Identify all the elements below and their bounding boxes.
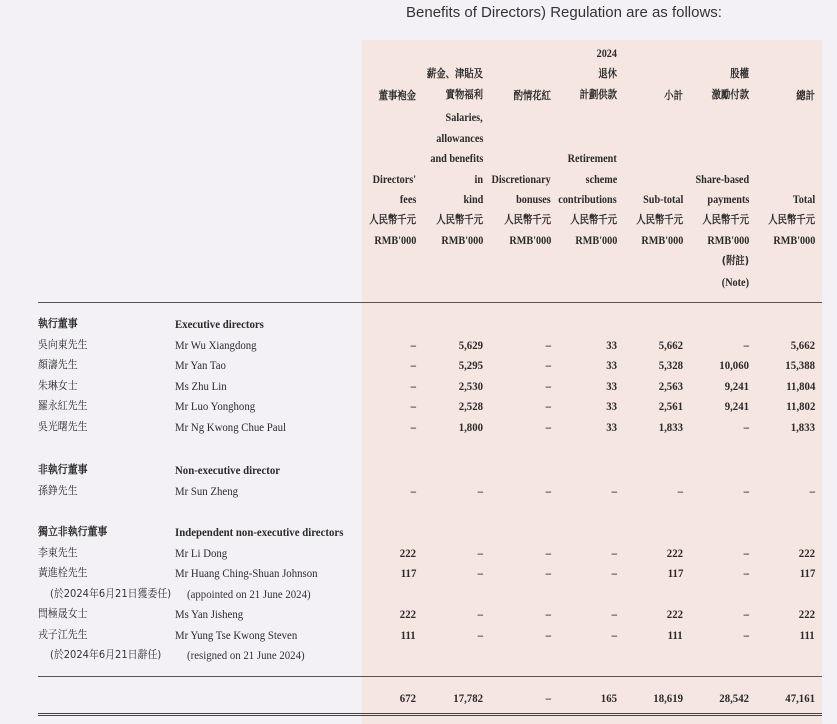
table-cell: 5,629 — [458, 337, 483, 352]
section-title-en: Non-executive director — [175, 463, 281, 477]
header-en-col-5: Sub-total — [642, 192, 683, 206]
director-name-zh: 顏濤先生 — [38, 358, 78, 371]
table-cell: 111 — [400, 627, 416, 642]
header-unit-zh: 人民幣千元 — [369, 213, 416, 226]
header-zh-col-6: 激勵付款 — [711, 87, 749, 101]
director-note-zh: (於2024年6月21日辭任) — [50, 648, 162, 661]
director-name-en: Mr Li Dong — [175, 545, 228, 560]
table-cell: 1,833 — [658, 419, 683, 434]
table-cell: – — [743, 419, 749, 434]
section-title-zh: 非執行董事 — [38, 463, 88, 476]
intro-text: Benefits of Directors) Regulation are as follows: — [406, 4, 722, 21]
table-cell: – — [410, 399, 416, 413]
table-cell: 33 — [606, 419, 617, 434]
header-unit-en: RMB'000 — [509, 233, 551, 247]
total-cell: 47,161 — [785, 691, 815, 705]
table-cell: – — [809, 483, 815, 498]
director-name-en: Mr Yan Tao — [175, 358, 226, 372]
director-name-en: Mr Wu Xiangdong — [175, 337, 257, 352]
header-year: 2024 — [596, 46, 617, 60]
director-note-en: (resigned on 21 June 2024) — [187, 648, 305, 662]
header-unit-zh: 人民幣千元 — [436, 213, 483, 226]
table-cell: – — [410, 419, 416, 434]
header-unit-en: RMB'000 — [641, 233, 683, 247]
header-en-col-2: in — [474, 171, 483, 186]
table-cell: – — [477, 566, 483, 580]
table-cell: – — [477, 627, 483, 642]
section-title-en: Executive directors — [175, 317, 264, 331]
header-zh-col-1: 董事袍金 — [378, 89, 416, 102]
table-cell: – — [410, 378, 416, 393]
table-cell: – — [545, 419, 551, 434]
header-en-col-1: Directors' — [372, 171, 416, 186]
table-cell: 117 — [400, 566, 416, 580]
header-en-col-2: and benefits — [430, 151, 483, 165]
header-zh-col-4: 計劃供款 — [579, 87, 617, 101]
table-cell: 1,833 — [790, 419, 815, 434]
table-cell: – — [611, 566, 617, 580]
total-cell: – — [545, 691, 551, 705]
table-cell: 5,295 — [458, 358, 483, 372]
table-cell: 222 — [798, 545, 815, 560]
header-zh-col-4: 退休 — [598, 67, 617, 80]
table-cell: 222 — [666, 545, 683, 560]
header-unit-en: RMB'000 — [575, 233, 617, 247]
header-unit-zh: 人民幣千元 — [570, 213, 617, 226]
table-cell: 5,662 — [658, 337, 683, 352]
header-zh-col-2: 實物福利 — [445, 87, 483, 101]
director-name-zh: 戎子江先生 — [38, 627, 88, 641]
table-cell: 33 — [606, 378, 617, 393]
header-unit-en: RMB'000 — [374, 233, 416, 247]
director-note-zh: (於2024年6月21日獲委任) — [50, 586, 172, 600]
total-cell: 165 — [600, 691, 617, 705]
director-name-en: Mr Ng Kwong Chue Paul — [175, 419, 286, 434]
section-title-zh: 獨立非執行董事 — [38, 525, 108, 538]
table-cell: 33 — [606, 358, 617, 372]
table-cell: – — [611, 483, 617, 498]
table-cell: – — [545, 358, 551, 372]
header-zh-col-5: 小計 — [664, 89, 683, 102]
header-en-col-6: payments — [707, 192, 749, 206]
table-cell: 5,662 — [790, 337, 815, 352]
table-cell: 11,804 — [785, 378, 815, 393]
table-cell: – — [545, 399, 551, 413]
table-cell: – — [410, 483, 416, 498]
table-shading — [362, 40, 822, 724]
totals-top-rule — [38, 676, 822, 677]
header-unit-zh: 人民幣千元 — [768, 213, 815, 226]
header-rule — [38, 302, 822, 303]
table-cell: 111 — [667, 627, 683, 642]
table-cell: 111 — [799, 627, 815, 642]
header-en-col-7: Total — [792, 192, 815, 206]
header-unit-en: RMB'000 — [441, 233, 483, 247]
director-name-en: Mr Luo Yonghong — [175, 399, 256, 413]
header-en-col-1: fees — [399, 192, 416, 206]
section-title-en: Independent non-executive directors — [175, 525, 344, 539]
table-cell: 9,241 — [724, 378, 749, 393]
table-cell: 15,388 — [785, 358, 815, 372]
table-cell: 117 — [799, 566, 815, 580]
table-cell: – — [545, 607, 551, 621]
header-en-col-4: contributions — [558, 192, 617, 206]
table-cell: – — [477, 483, 483, 498]
table-cell: – — [743, 566, 749, 580]
table-cell: – — [545, 337, 551, 352]
header-en-col-3: bonuses — [516, 192, 551, 206]
table-cell: – — [743, 607, 749, 621]
header-note-en: (Note) — [721, 275, 749, 289]
header-en-col-4: scheme — [585, 171, 617, 186]
header-unit-en: RMB'000 — [707, 233, 749, 247]
director-name-zh: 閆極晟女士 — [38, 607, 88, 620]
director-name-zh: 吳向東先生 — [38, 337, 88, 351]
table-cell: 222 — [399, 607, 416, 621]
header-zh-col-3: 酌情花紅 — [513, 89, 551, 102]
header-en-col-4: Retirement — [567, 151, 617, 165]
header-en-col-3: Discretionary — [491, 171, 551, 186]
table-cell: 10,060 — [719, 358, 749, 372]
table-cell: – — [545, 378, 551, 393]
director-note-en: (appointed on 21 June 2024) — [187, 586, 311, 601]
table-cell: – — [410, 358, 416, 372]
section-title-zh: 執行董事 — [38, 317, 78, 330]
table-cell: 2,528 — [458, 399, 483, 413]
total-cell: 17,782 — [453, 691, 483, 705]
header-en-col-2: kind — [463, 192, 483, 206]
header-zh-col-2: 薪金、津貼及 — [426, 67, 483, 80]
table-cell: – — [743, 337, 749, 352]
table-cell: 2,561 — [658, 399, 683, 413]
table-cell: 33 — [606, 337, 617, 352]
table-cell: 117 — [667, 566, 683, 580]
totals-bottom-rule — [38, 713, 822, 716]
table-cell: 222 — [399, 545, 416, 560]
header-unit-en: RMB'000 — [773, 233, 815, 247]
header-unit-zh: 人民幣千元 — [702, 213, 749, 226]
header-zh-col-7: 總計 — [796, 89, 815, 102]
director-name-zh: 孫錚先生 — [38, 483, 78, 497]
table-cell: – — [611, 607, 617, 621]
total-cell: 672 — [399, 691, 416, 705]
header-en-col-6: Share-based — [695, 171, 749, 186]
table-cell: – — [743, 627, 749, 642]
table-cell: – — [410, 337, 416, 352]
table-cell: 2,530 — [458, 378, 483, 393]
header-note-zh: (附註) — [721, 254, 749, 267]
table-cell: – — [477, 545, 483, 560]
table-cell: – — [545, 627, 551, 642]
table-cell: 222 — [798, 607, 815, 621]
director-name-zh: 朱琳女士 — [38, 378, 78, 392]
director-name-en: Mr Huang Ching-Shuan Johnson — [175, 566, 318, 580]
table-cell: – — [677, 483, 683, 498]
table-cell: 9,241 — [724, 399, 749, 413]
table-cell: 11,802 — [785, 399, 815, 413]
header-zh-col-6: 股權 — [730, 67, 749, 80]
director-name-en: Mr Yung Tse Kwong Steven — [175, 627, 298, 642]
table-cell: – — [477, 607, 483, 621]
table-cell: 222 — [666, 607, 683, 621]
director-name-zh: 黃進栓先生 — [38, 566, 88, 579]
director-name-en: Mr Sun Zheng — [175, 483, 238, 498]
header-en-col-2: allowances — [435, 130, 483, 145]
header-en-col-2: Salaries, — [445, 110, 483, 124]
header-unit-zh: 人民幣千元 — [504, 213, 551, 226]
table-cell: – — [743, 483, 749, 498]
table-cell: 1,800 — [458, 419, 483, 434]
table-cell: – — [545, 483, 551, 498]
director-name-en: Ms Zhu Lin — [175, 378, 227, 393]
table-cell: 2,563 — [658, 378, 683, 393]
director-name-zh: 李東先生 — [38, 545, 78, 559]
table-cell: 33 — [606, 399, 617, 413]
table-cell: – — [611, 545, 617, 560]
director-name-zh: 羅永紅先生 — [38, 399, 88, 412]
table-cell: – — [611, 627, 617, 642]
table-cell: – — [743, 545, 749, 560]
table-cell: – — [545, 545, 551, 560]
table-cell: – — [545, 566, 551, 580]
total-cell: 28,542 — [719, 691, 749, 705]
director-name-zh: 吳光曙先生 — [38, 419, 88, 433]
total-cell: 18,619 — [653, 691, 683, 705]
table-cell: 5,328 — [658, 358, 683, 372]
header-unit-zh: 人民幣千元 — [636, 213, 683, 226]
director-name-en: Ms Yan Jisheng — [175, 607, 244, 621]
